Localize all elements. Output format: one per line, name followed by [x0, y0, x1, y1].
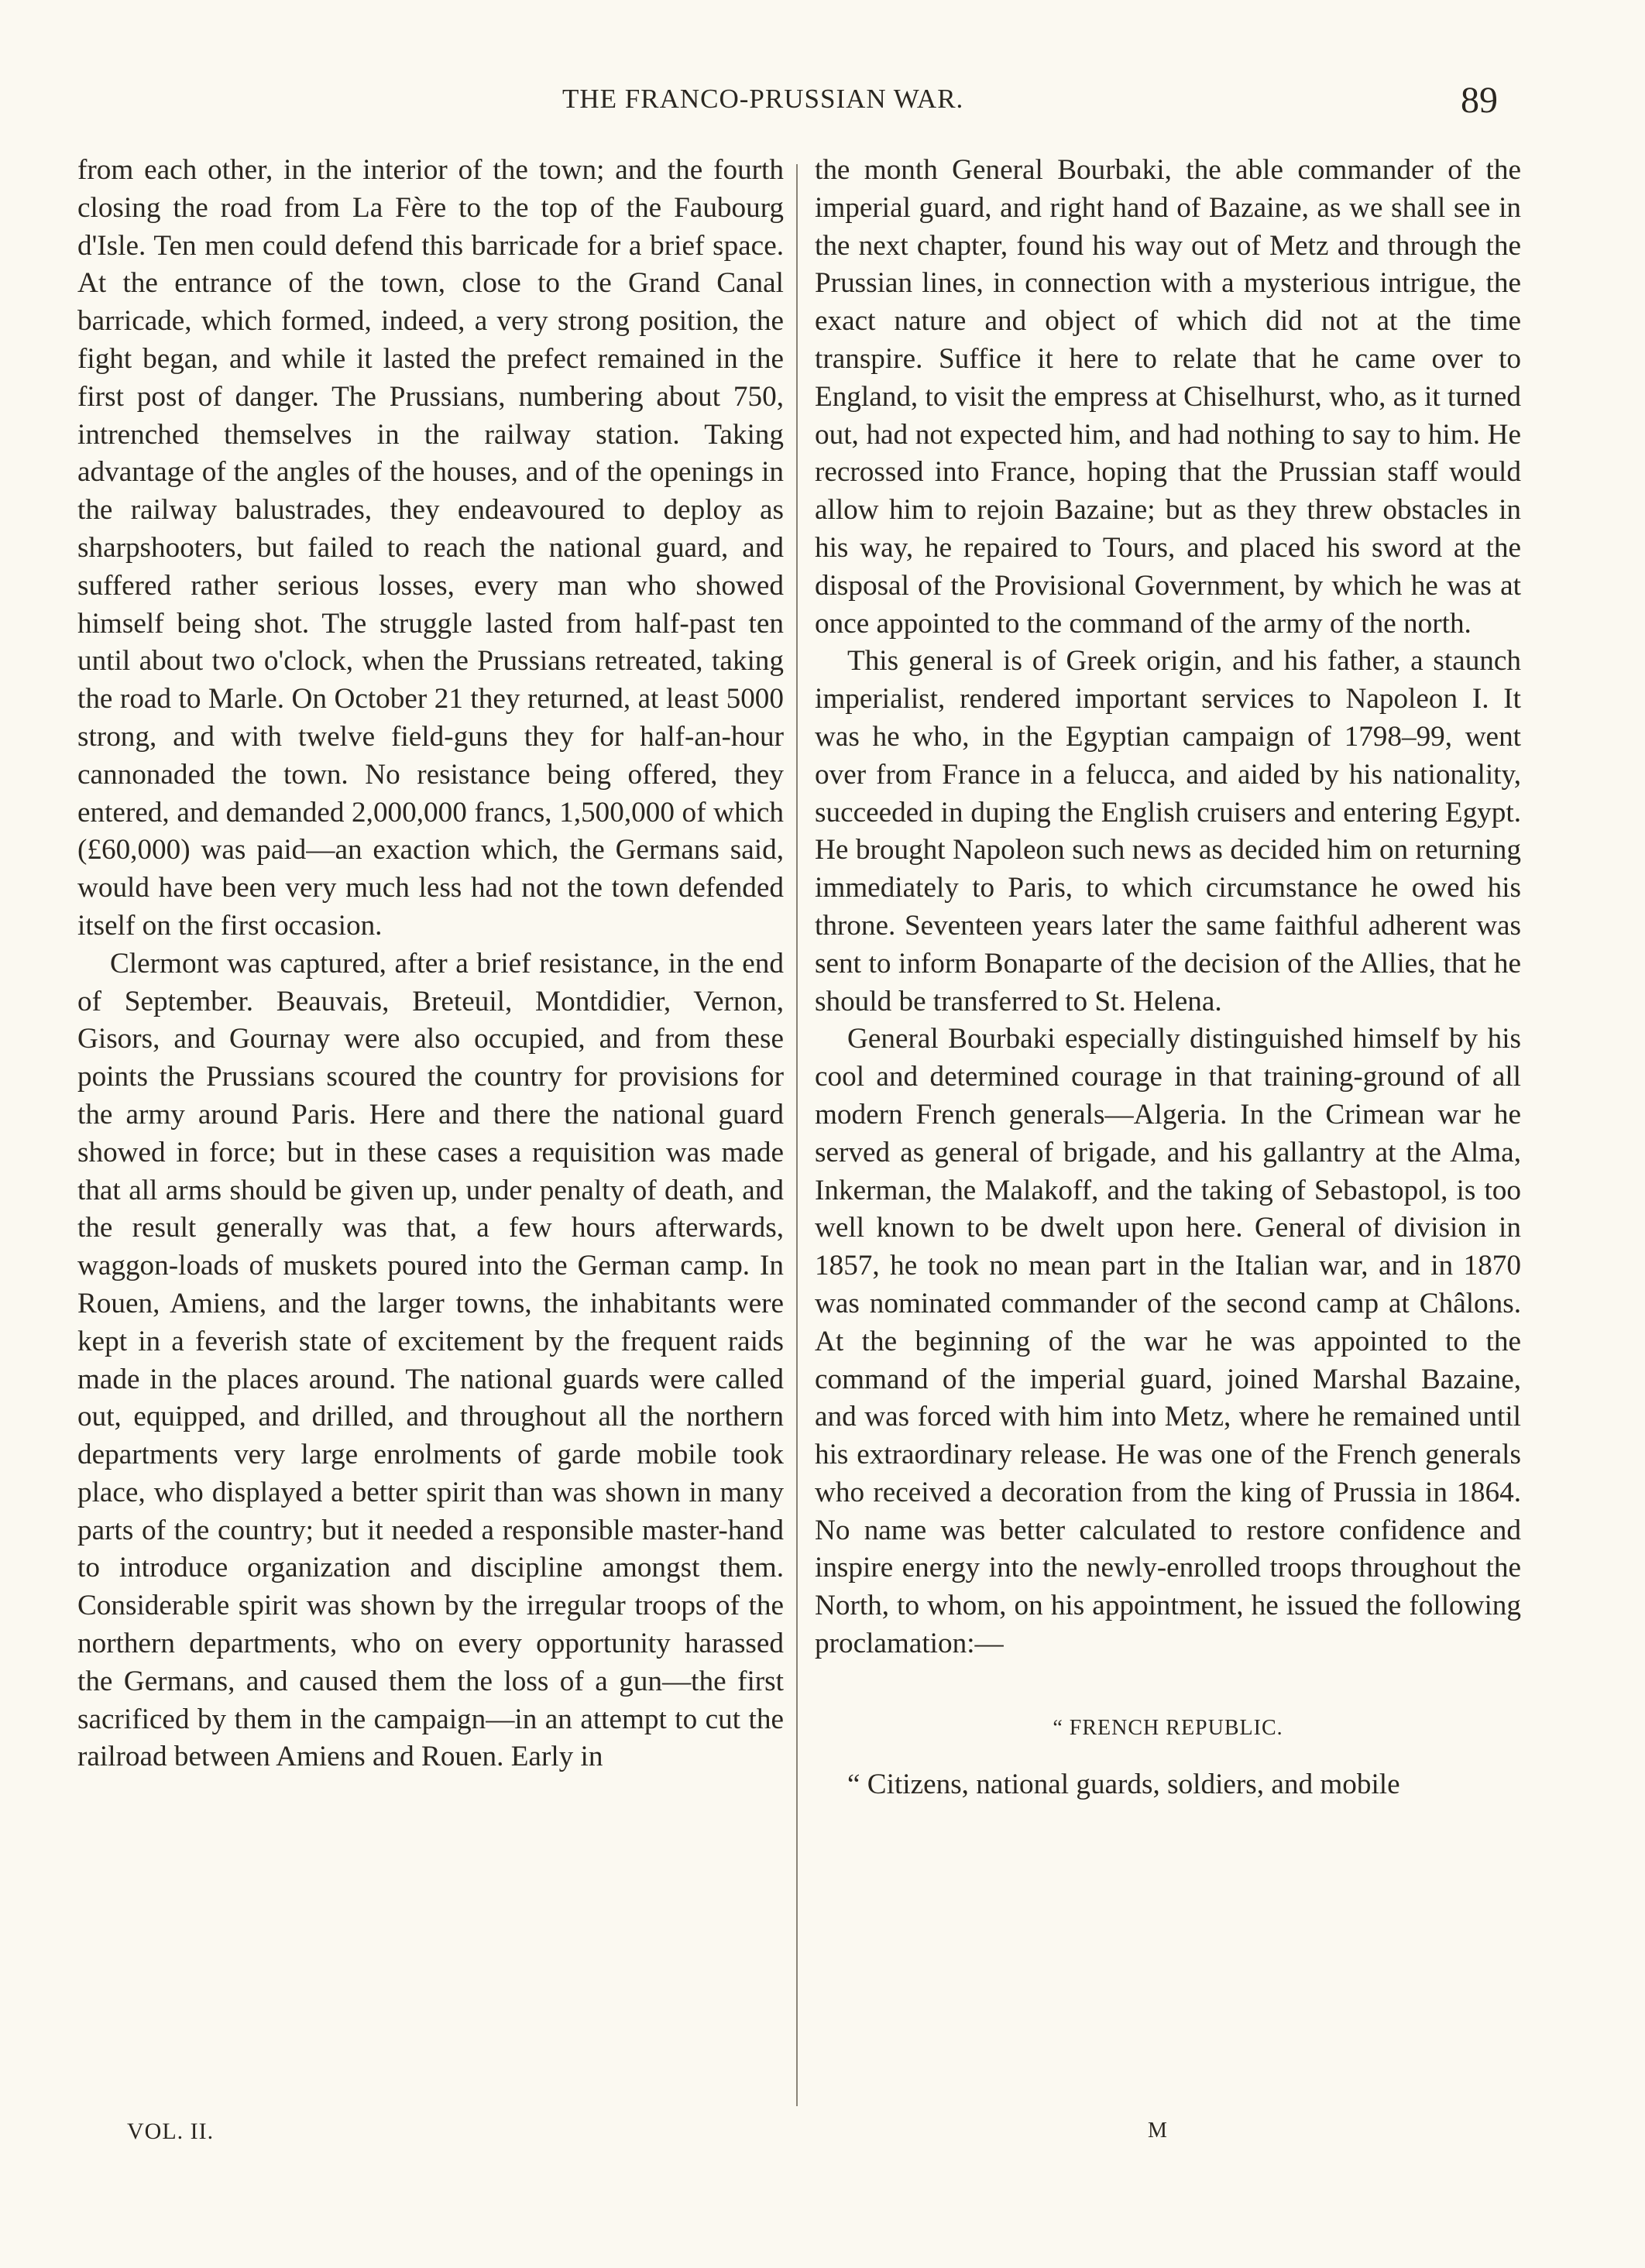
- running-header: [0, 80, 1645, 130]
- paragraph: Clermont was captured, after a brief resistance, in the end of September. Beauvais, Breteuil, Montdidier, Vernon, Gisors, and Gournay were also occupied, and from these points the Prussians scoured the country for provisions for the army around Paris. Here and there the national guard showed in force; but in these cases a requisition was made that all arms should be given up, under penalty of death, and the result generally was that, a few hours afterwards, waggon-loads of muskets poured into the German camp. In Rouen, Amiens, and the larger towns, the inhabitants were kept in a feverish state of excitement by the frequent raids made in the places around. The national guards were called out, equipped, and drilled, and throughout all the northern departments very large enrolments of garde mobile took place, who displayed a better spirit than was shown in many parts of the country; but it needed a responsible master-hand to introduce organization and discipline amongst them. Considerable spirit was shown by the irregular troops of the northern departments, who on every opportunity harassed the Germans, and caused them the loss of a gun—the first sacrificed by them in the campaign—in an attempt to cut the railroad between Amiens and Rouen. Early in: [77, 947, 784, 1773]
- signature-mark: M: [1148, 2119, 1167, 2143]
- running-title: THE FRANCO-PRUSSIAN WAR.: [562, 84, 964, 114]
- paragraph: from each other, in the interior of the town; and the fourth closing the road from La Fère to the top of the Faubourg d'Isle. Ten men could defend this barricade for a brief space. At the entrance of the town, close to the Grand Canal barricade, which formed, indeed, a very strong position, the fight began, and while it lasted the prefect remained in the first post of danger. The Prussians, numbering about 750, intrenched themselves in the railway station. Taking advantage of the angles of the houses, and of the openings in the railway balustrades, they endeavoured to deploy as sharpshooters, but failed to reach the national guard, and suffered rather serious losses, every man who showed himself being shot. The struggle lasted from half-past ten until about two o'clock, when the Prussians retreated, taking the road to Marle. On October 21 they returned, at least 5000 strong, and with twelve field-guns they for half-an-hour cannonaded the town. No resistance being offered, they entered, and demanded 2,000,000 francs, 1,500,000 of which (£60,000) was paid—an exaction which, the Germans said, would have been very much less had not the town defended itself on the first occasion.: [77, 154, 784, 942]
- paragraph: General Bourbaki especially distinguished himself by his cool and determined courage in that training-ground of all modern French generals—Algeria. In the Crimean war he served as general of brigade, and his gallantry at the Alma, Inkerman, the Malakoff, and the taking of Sebastopol, is too well known to be dwelt upon here. General of division in 1857, he took no mean part in the Italian war, and in 1870 was nominated commander of the second camp at Châlons. At the beginning of the war he was appointed to the command of the imperial guard, joined Marshal Bazaine, and was forced with him into Metz, where he remained until his extraordinary release. He was one of the French generals who received a decoration from the king of Prussia in 1864. No name was better calculated to restore confidence and inspire energy into the newly-enrolled troops throughout the North, to whom, on his appointment, he issued the following proclamation:—: [815, 1023, 1521, 1660]
- right-column: [815, 152, 1521, 1803]
- proclamation-text: “ Citizens, national guards, soldiers, and mobile: [847, 1768, 1400, 1800]
- paragraph: the month General Bourbaki, the able commander of the imperial guard, and right hand of Bazaine, as we shall see in the next chapter, found his way out of Metz and through the Prussian lines, in connection with a mysterious intrigue, the exact nature and object of which did not at the time transpire. Suffice it here to relate that he came over to England, to visit the empress at Chiselhurst, who, as it turned out, had not expected him, and had nothing to say to him. He recrossed into France, hoping that the Prussian staff would allow him to rejoin Bazaine; but as they threw obstacles in his way, he repaired to Tours, and placed his sword at the disposal of the Provisional Government, by which he was at once appointed to the command of the army of the north.: [815, 154, 1522, 640]
- paragraph: This general is of Greek origin, and his father, a staunch imperialist, rendered important services to Napoleon I. It was he who, in the Egyptian campaign of 1798–99, went over from France in a felucca, and aided by his nationality, succeeded in duping the English cruisers and entering Egypt. He brought Napoleon such news as decided him on returning immediately to Paris, to which circumstance he owed his throne. Seventeen years later the same faithful adherent was sent to inform Bonaparte of the decision of the Allies, that he should be transferred to St. Helena.: [815, 645, 1521, 1017]
- column-divider: [796, 164, 798, 2106]
- left-column: [77, 152, 784, 1776]
- page-number: 89: [1461, 80, 1498, 121]
- volume-label: VOL. II.: [127, 2119, 215, 2144]
- proclamation-heading: “ FRENCH REPUBLIC.: [1053, 1715, 1283, 1740]
